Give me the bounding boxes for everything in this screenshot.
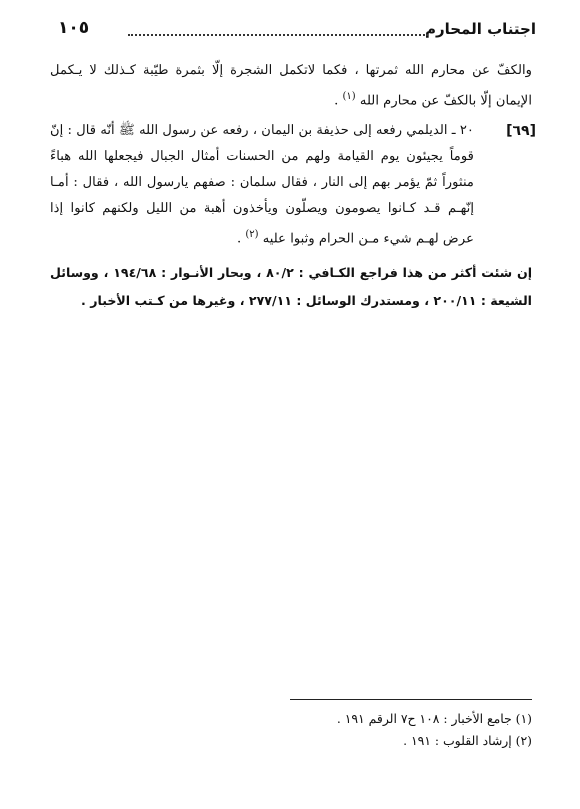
hadith-paragraph [50,118,536,252]
footnotes [232,708,532,752]
running-title: اجتناب المحارم [424,20,536,38]
footnote-ref-1: (١) [342,91,356,102]
footnote-1: (١) جامع الأخبار : ١٠٨ ح٧ الرقم ١٩١ . [336,711,532,726]
intro-end-dot: . [334,93,339,109]
footnote-ref-2: (٢) [245,229,259,241]
footnote-divider [290,699,532,700]
intro-text: والكفّ عن محارم الله ثمرتها ، فكما لاتكمل الشجرة إلّا بثمرة طيّبة كـذلك لا يـكمل الإيمان إلّا بالكفّ عن محارم الله [50,63,532,109]
intro-paragraph [50,58,532,114]
page-number: ١٠٥ [58,18,90,38]
hadith-text: ٢٠ ـ الديلمي رفعه إلى حذيفة بن اليمان ، رفعه عن رسول الله ﷺ أنّه قال : إنّ قوماً يجيئون يوم القيامة ولهم من الحسنات أمثال الجبال فيجعلها الله هباءً منثوراً ثمّ يؤمر بهم إلى النار ، فقال سلمان : صفهم يارسول الله ، فقال : أمـا إنّهـم قـد كـانوا يصومون ويصلّون ويأخذون أهبة من الليل ولكنهم كانوا إذا عرض لهـم شيء مـن الحرام وثبوا عليه [50,123,474,247]
footnote-2: (٢) إرشاد القلوب : ١٩١ . [403,733,532,748]
main-text [50,58,536,315]
header-leader-dots [128,34,428,36]
reference-note: إن شئت أكثر من هذا فراجع الكـافي : ٨٠/٢ ، وبحار الأنـوار : ١٩٤/٦٨ ، ووسائل الشيعة : ٢٠٠/١١ ، ومستدرك الوسائل : ٢٧٧/١١ ، وغيرها من كـتب الأخبار . [50,264,533,308]
page-header [58,18,536,44]
hadith-number: [٦٩] [506,123,536,140]
hadith-end-dot: . [236,231,242,247]
